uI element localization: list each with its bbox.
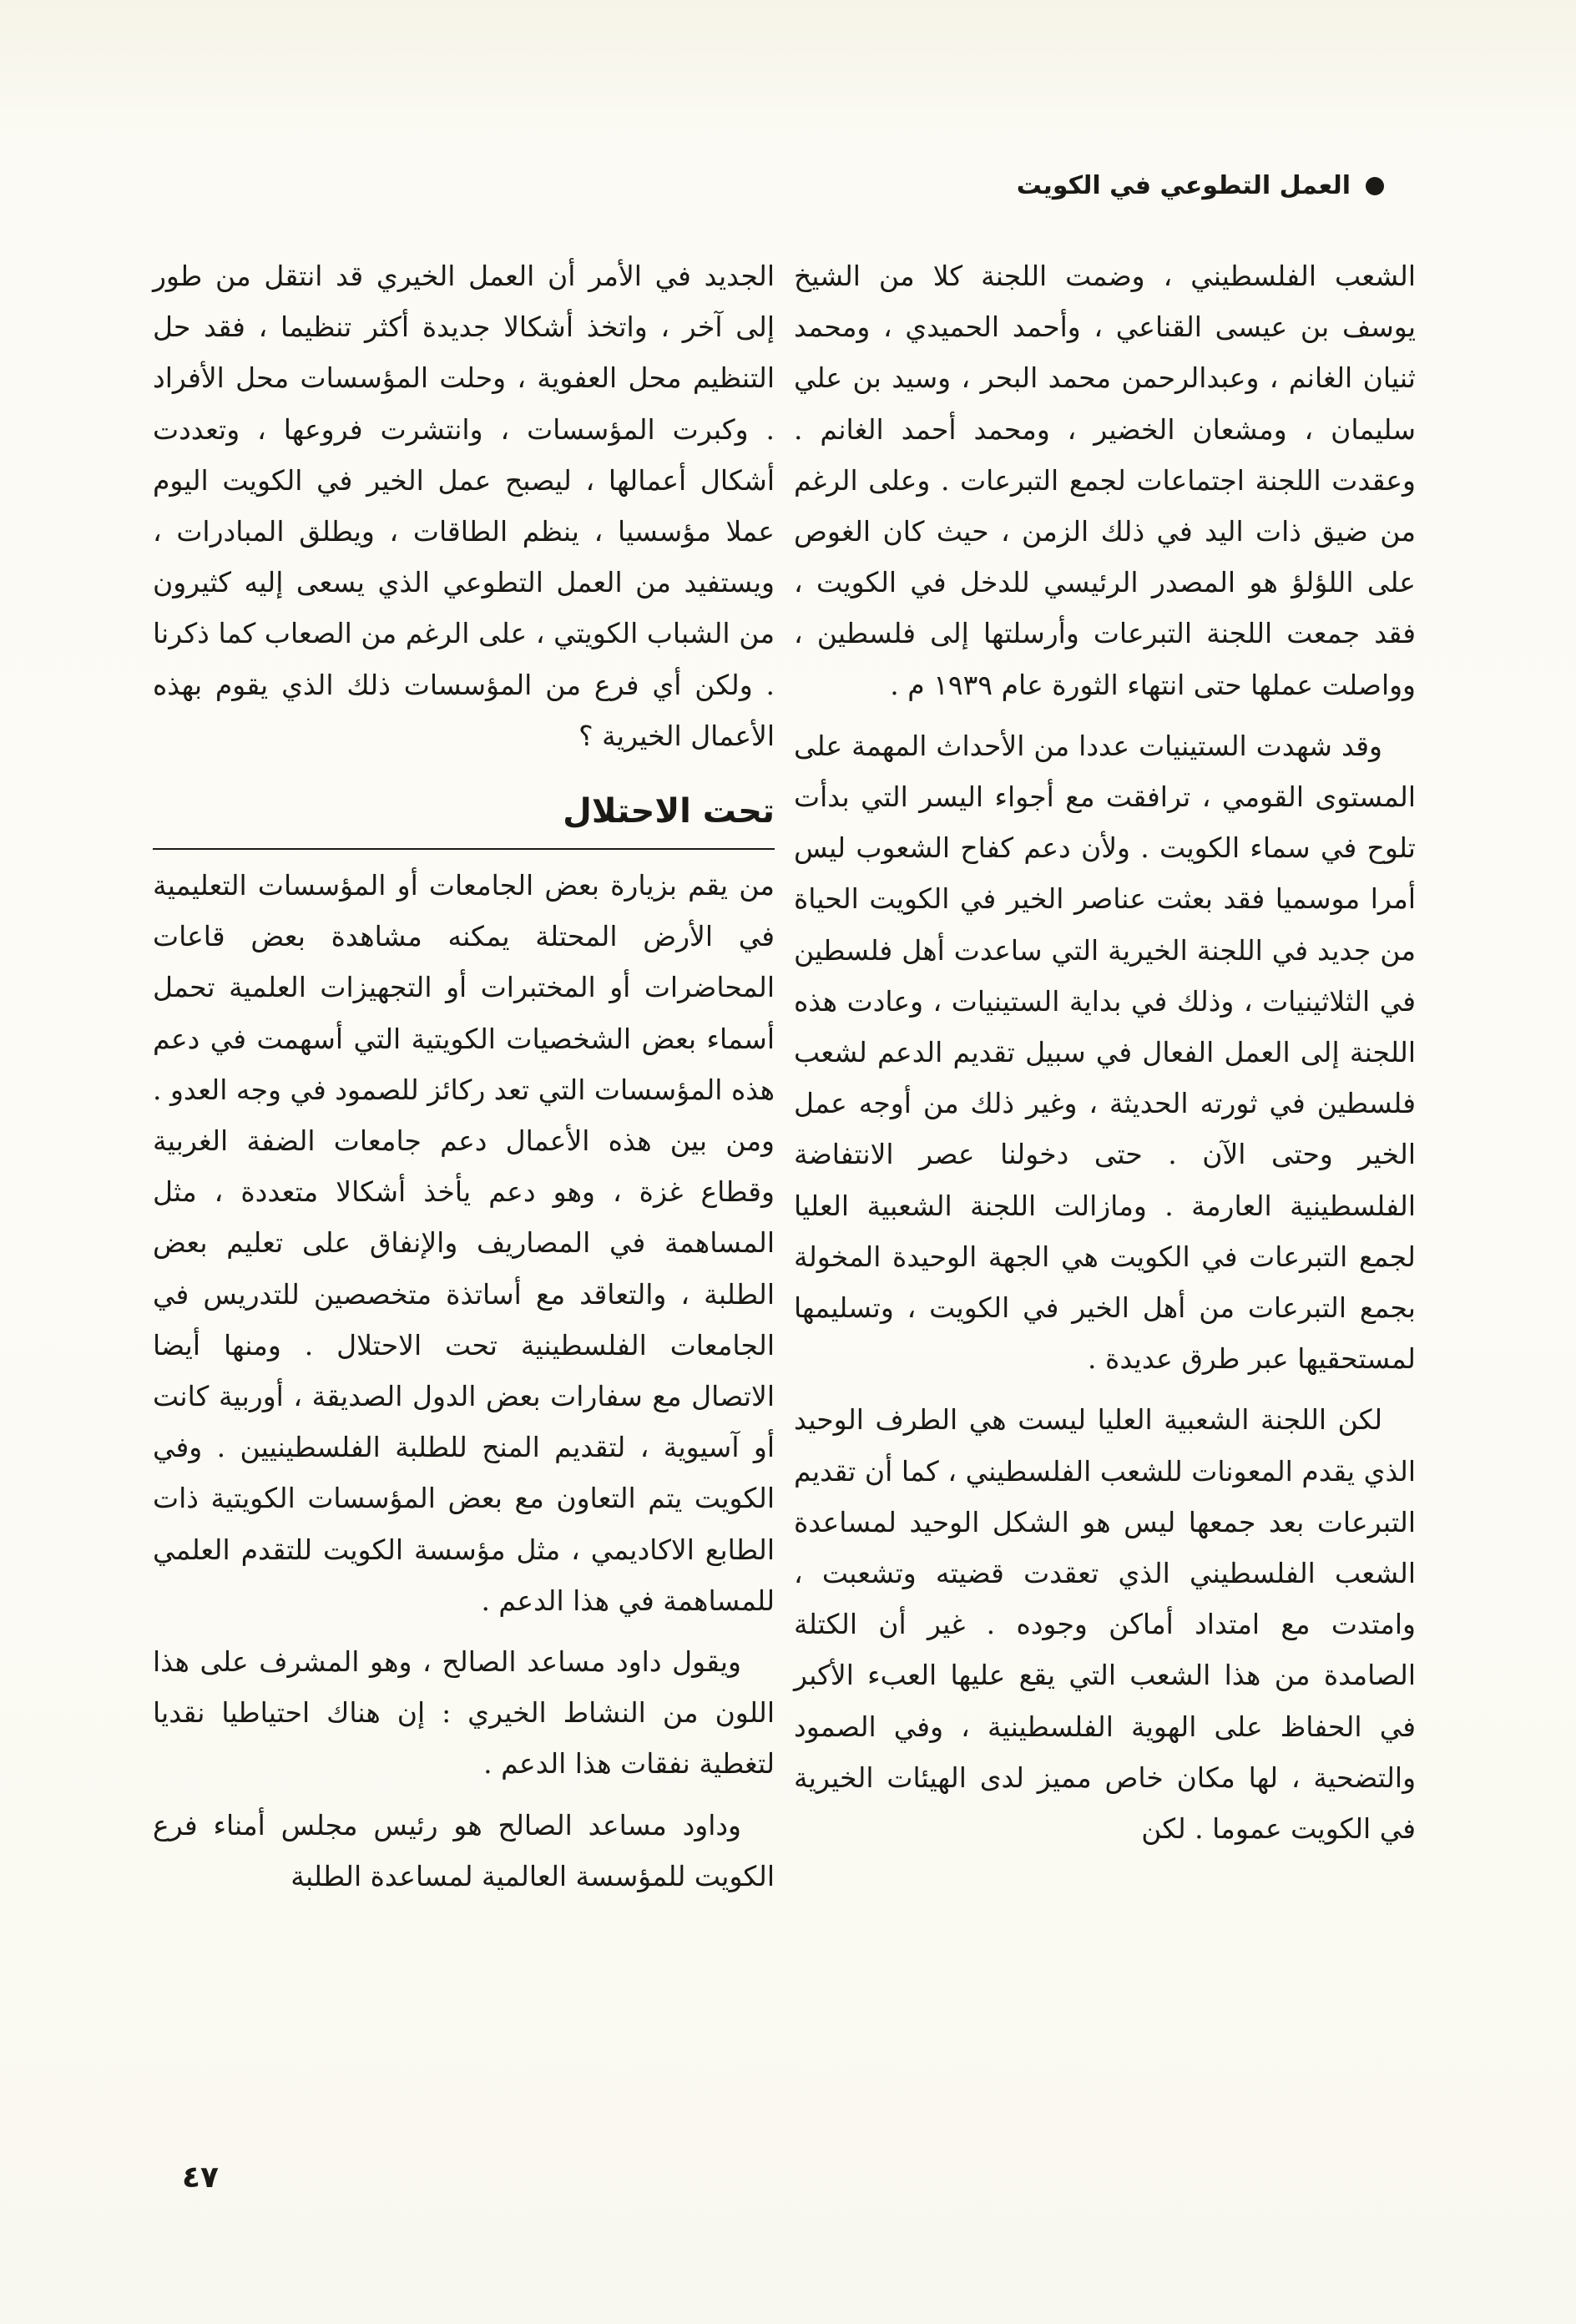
left-paragraph-3: وداود مساعد الصالح هو رئيس مجلس أمناء فرع الكويت للمؤسسة العالمية لمساعدة الطلبة <box>153 1808 775 1892</box>
section-heading: تحت الاحتلال <box>153 786 775 850</box>
running-header <box>1017 171 1384 200</box>
left-intro-paragraph: الجديد في الأمر أن العمل الخيري قد انتقل من طور إلى آخر ، واتخذ أشكالا جديدة أكثر تنظيما ، فقد حل التنظيم محل العفوية ، وحلت المؤسسات محل الأفراد . وكبرت المؤسسات ، وانتشرت فروعها ، وتعددت أشكال أعمالها ، ليصبح عمل الخير في الكويت اليوم عملا مؤسسيا ، ينظم الطاقات ، ويطلق المبادرات ، ويستفيد من العمل التطوعي الذي يسعى إليه كثيرون من الشباب الكويتي ، على الرغم من الصعاب كما ذكرنا . ولكن أي فرع من المؤسسات ذلك الذي يقوم بهذه الأعمال الخيرية ؟ <box>153 260 775 752</box>
right-paragraph-1: الشعب الفلسطيني ، وضمت اللجنة كلا من الشيخ يوسف بن عيسى القناعي ، وأحمد الحميدي ، ومحمد ثنيان الغانم ، وعبدالرحمن محمد البحر ، وسيد بن علي سليمان ، ومشعان الخضير ، ومحمد أحمد الغانم . وعقدت اللجنة اجتماعات لجمع التبرعات . وعلى الرغم من ضيق ذات اليد في ذلك الزمن ، حيث كان الغوص على اللؤلؤ هو المصدر الرئيسي للدخل في الكويت ، فقد جمعت اللجنة التبرعات وأرسلتها إلى فلسطين ، وواصلت عملها حتى انتهاء الثورة عام ١٩٣٩ م . <box>794 260 1416 701</box>
right-paragraph-3: لكن اللجنة الشعبية العليا ليست هي الطرف الوحيد الذي يقدم المعونات للشعب الفلسطيني ، كما أن تقديم التبرعات بعد جمعها ليس هو الشكل الوحيد لمساعدة الشعب الفلسطيني الذي تعقدت قضيته وتشعبت ، وامتدت مع امتداد أماكن وجوده . غير أن الكتلة الصامدة من هذا الشعب التي يقع عليها العبء الأكبر في الحفاظ على الهوية الفلسطينية ، وفي الصمود والتضحية ، لها مكان خاص مميز لدى الهيئات الخيرية في الكويت عموما . لكن <box>794 1403 1416 1846</box>
bullet-icon <box>1366 177 1384 195</box>
left-paragraph-2: ويقول داود مساعد الصالح ، وهو المشرف على هذا اللون من النشاط الخيري : إن هناك احتياطيا نقديا لتغطية نفقات هذا الدعم . <box>153 1645 775 1781</box>
right-column <box>794 250 1416 1864</box>
left-paragraph-1: من يقم بزيارة بعض الجامعات أو المؤسسات التعليمية في الأرض المحتلة يمكنه مشاهدة بعض قاعات المحاضرات أو المختبرات أو التجهيزات العلمية تحمل أسماء بعض الشخصيات الكويتية التي أسهمت في دعم هذه المؤسسات التي تعد ركائز للصمود في وجه العدو . ومن بين هذه الأعمال دعم جامعات الضفة الغربية وقطاع غزة ، وهو دعم يأخذ أشكالا متعددة ، مثل المساهمة في المصاريف والإنفاق على تعليم بعض الطلبة ، والتعاقد مع أساتذة متخصصين للتدريس في الجامعات الفلسطينية تحت الاحتلال . ومنها أيضا الاتصال مع سفارات بعض الدول الصديقة ، أوربية كانت أو آسيوية ، لتقديم المنح للطلبة الفلسطينيين . وفي الكويت يتم التعاون مع بعض المؤسسات الكويتية ذات الطابع الاكاديمي ، مثل مؤسسة الكويت للتقدم العلمي للمساهمة في هذا الدعم . <box>153 869 775 1617</box>
left-column <box>153 250 775 1912</box>
right-paragraph-2: وقد شهدت الستينيات عددا من الأحداث المهمة على المستوى القومي ، ترافقت مع أجواء اليسر التي بدأت تلوح في سماء الكويت . ولأن دعم كفاح الشعوب ليس أمرا موسميا فقد بعثت عناصر الخير في الكويت الحياة من جديد في اللجنة الخيرية التي ساعدت أهل فلسطين في الثلاثينيات ، وذلك في بداية الستينيات ، وعادت هذه اللجنة إلى العمل الفعال في سبيل تقديم الدعم لشعب فلسطين في ثورته الحديثة ، وغير ذلك من أوجه عمل الخير وحتى الآن . حتى دخولنا عصر الانتفاضة الفلسطينية العارمة . ومازالت اللجنة الشعبية العليا لجمع التبرعات في الكويت هي الجهة الوحيدة المخولة بجمع التبرعات من أهل الخير في الكويت ، وتسليمها لمستحقيها عبر طرق عديدة . <box>794 729 1416 1376</box>
header-title: العمل التطوعي في الكويت <box>1016 171 1351 200</box>
page-number: ٤٧ <box>182 2160 219 2195</box>
